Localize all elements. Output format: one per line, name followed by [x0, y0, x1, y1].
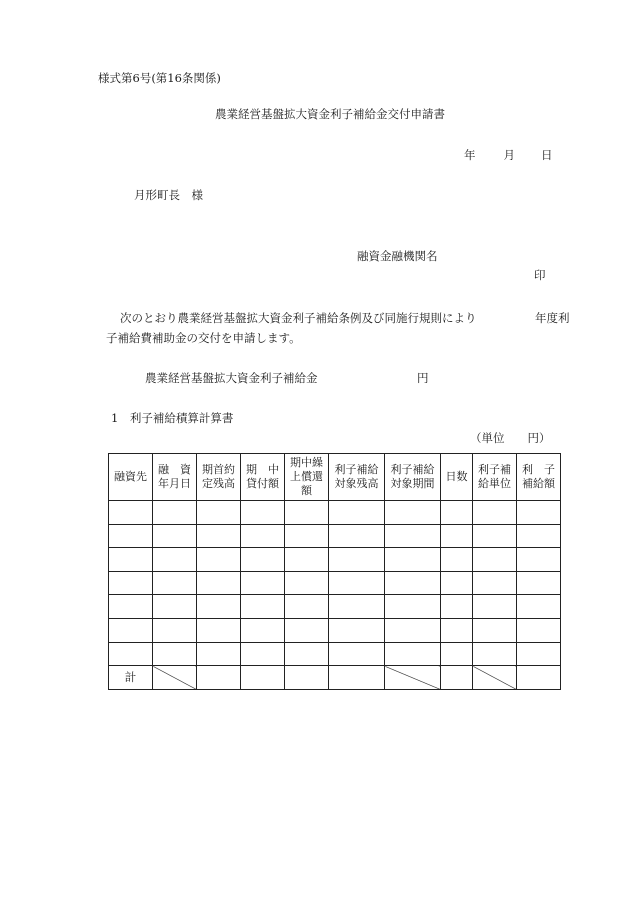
table-cell[interactable] [285, 642, 329, 666]
table-cell[interactable] [109, 571, 153, 595]
table-cell[interactable] [329, 642, 385, 666]
table-cell[interactable] [197, 595, 241, 619]
date-line [464, 148, 553, 162]
column-header-line: 上償還 [290, 470, 323, 483]
total-cell[interactable] [197, 666, 241, 690]
column-header-1 [153, 454, 197, 501]
table-cell[interactable] [197, 642, 241, 666]
total-cell[interactable] [285, 666, 329, 690]
table-cell[interactable] [441, 524, 473, 548]
table-cell[interactable] [329, 501, 385, 525]
table-cell[interactable] [329, 548, 385, 572]
table-row [109, 571, 561, 595]
table-cell[interactable] [473, 524, 517, 548]
table-row [109, 524, 561, 548]
table-cell[interactable] [441, 595, 473, 619]
table-cell[interactable] [473, 642, 517, 666]
table-cell[interactable] [473, 501, 517, 525]
table-cell[interactable] [285, 595, 329, 619]
column-header-9 [517, 454, 561, 501]
column-header-0 [109, 454, 153, 501]
table-cell[interactable] [329, 571, 385, 595]
total-cell[interactable] [329, 666, 385, 690]
table-cell[interactable] [329, 618, 385, 642]
table-cell[interactable] [441, 548, 473, 572]
institution-label: 融資金融機関名 [357, 249, 438, 263]
table-cell[interactable] [385, 571, 441, 595]
crossed-out-cell [473, 666, 517, 690]
column-header-5 [329, 454, 385, 501]
column-header-3 [241, 454, 285, 501]
column-header-line: 年月日 [158, 477, 191, 490]
total-cell[interactable] [441, 666, 473, 690]
table-cell[interactable] [153, 501, 197, 525]
table-cell[interactable] [197, 618, 241, 642]
column-header-7 [441, 454, 473, 501]
table-cell[interactable] [241, 618, 285, 642]
table-cell[interactable] [517, 524, 561, 548]
document-title: 農業経営基盤拡大資金利子補給金交付申請書 [215, 107, 445, 121]
crossed-out-cell [385, 666, 441, 690]
fiscal-year-text: 年度利 [535, 311, 570, 325]
table-cell[interactable] [517, 548, 561, 572]
table-cell[interactable] [241, 501, 285, 525]
column-header-line: 利子補給 [334, 463, 379, 476]
table-cell[interactable] [197, 571, 241, 595]
table-cell[interactable] [441, 642, 473, 666]
table-cell[interactable] [473, 571, 517, 595]
table-cell[interactable] [473, 595, 517, 619]
column-header-line: 対象残高 [334, 477, 379, 490]
table-cell[interactable] [153, 524, 197, 548]
body-text-line-1: 次のとおり農業経営基盤拡大資金利子補給条例及び同施行規則により [120, 311, 477, 325]
table-cell[interactable] [441, 618, 473, 642]
subsidy-unit: 円 [417, 371, 429, 385]
table-cell[interactable] [153, 571, 197, 595]
column-header-line: 対象期間 [390, 477, 435, 490]
column-header-line: 貸付額 [246, 477, 279, 490]
body-text-line-2: 子補給費補助金の交付を申請します。 [106, 331, 301, 345]
date-day: 日 [541, 148, 553, 162]
table-cell[interactable] [517, 501, 561, 525]
table-cell[interactable] [385, 548, 441, 572]
table-cell[interactable] [109, 501, 153, 525]
total-cell[interactable] [517, 666, 561, 690]
table-cell[interactable] [517, 571, 561, 595]
table-cell[interactable] [385, 595, 441, 619]
table-cell[interactable] [109, 618, 153, 642]
table-cell[interactable] [517, 595, 561, 619]
column-header-line: 期中繰 [290, 456, 323, 469]
table-cell[interactable] [197, 548, 241, 572]
table-cell[interactable] [285, 548, 329, 572]
column-header-8 [473, 454, 517, 501]
table-cell[interactable] [153, 618, 197, 642]
table-cell[interactable] [197, 501, 241, 525]
table-cell[interactable] [241, 571, 285, 595]
table-cell[interactable] [285, 618, 329, 642]
seal-mark: 印 [534, 268, 546, 282]
table-cell[interactable] [285, 524, 329, 548]
table-cell[interactable] [441, 501, 473, 525]
column-header-line: 期首約 [202, 463, 235, 476]
table-cell[interactable] [385, 524, 441, 548]
form-number: 様式第6号(第16条関係) [98, 71, 221, 85]
table-row [109, 501, 561, 525]
total-row [109, 666, 561, 690]
table-cell[interactable] [109, 642, 153, 666]
table-row [109, 618, 561, 642]
table-cell[interactable] [241, 642, 285, 666]
column-header-6 [385, 454, 441, 501]
column-header-4 [285, 454, 329, 501]
column-header-line: 給単位 [478, 477, 511, 490]
date-month: 月 [503, 148, 515, 162]
addressee: 月形町長 様 [134, 188, 203, 202]
column-header-line: 融 資 [158, 463, 191, 476]
table-cell[interactable] [285, 571, 329, 595]
table-row [109, 548, 561, 572]
table-header-row [109, 454, 561, 501]
column-header-line: 利子補給 [390, 463, 435, 476]
column-header-line: 利子補 [478, 463, 511, 476]
unit-note: （単位 円） [470, 431, 551, 445]
table-cell[interactable] [385, 618, 441, 642]
column-header-2 [197, 454, 241, 501]
table-cell[interactable] [241, 548, 285, 572]
table-cell[interactable] [441, 571, 473, 595]
table-cell[interactable] [473, 618, 517, 642]
table-cell[interactable] [329, 595, 385, 619]
subsidy-label: 農業経営基盤拡大資金利子補給金 [145, 371, 318, 385]
table-cell[interactable] [109, 595, 153, 619]
total-cell[interactable] [241, 666, 285, 690]
table-cell[interactable] [153, 595, 197, 619]
column-header-line: 定残高 [202, 477, 235, 490]
section-title: 1 利子補給積算計算書 [111, 411, 234, 425]
table-cell[interactable] [153, 548, 197, 572]
table-cell[interactable] [241, 524, 285, 548]
total-label: 計 [109, 666, 153, 690]
column-header-line: 日数 [445, 470, 468, 483]
table-cell[interactable] [109, 524, 153, 548]
column-header-line: 融資先 [114, 470, 147, 483]
table-cell[interactable] [329, 524, 385, 548]
table-cell[interactable] [285, 501, 329, 525]
table-cell[interactable] [109, 548, 153, 572]
table-cell[interactable] [473, 548, 517, 572]
column-header-line: 利 子 [522, 463, 555, 476]
table-cell[interactable] [517, 642, 561, 666]
column-header-line: 補給額 [522, 477, 555, 490]
table-cell[interactable] [197, 524, 241, 548]
table-row [109, 595, 561, 619]
table-cell[interactable] [517, 618, 561, 642]
crossed-out-cell [153, 666, 197, 690]
date-year: 年 [464, 148, 476, 162]
table-cell[interactable] [385, 501, 441, 525]
table-cell[interactable] [153, 642, 197, 666]
table-row [109, 642, 561, 666]
column-header-line: 額 [301, 484, 312, 497]
column-header-line: 期 中 [246, 463, 279, 476]
interest-calculation-table [108, 453, 561, 690]
table-cell[interactable] [241, 595, 285, 619]
table-cell[interactable] [385, 642, 441, 666]
